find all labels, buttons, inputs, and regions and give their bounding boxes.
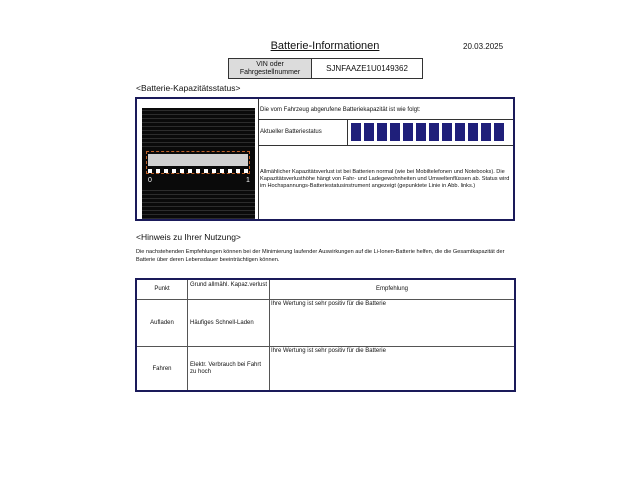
gauge-stripe (142, 190, 255, 191)
gauge-stripe (142, 198, 255, 199)
vin-box (228, 58, 423, 79)
divider (258, 119, 513, 120)
capacity-intro: Die vom Fahrzeug abgerufene Batteriekapazität ist wie folgt: (260, 107, 421, 113)
battery-segment (455, 123, 465, 141)
table-cell-grund: Elektr. Verbrauch bei Fahrt zu hoch (190, 362, 262, 375)
gauge-ticks (148, 169, 248, 173)
battery-segment (377, 123, 387, 141)
battery-segment (442, 123, 452, 141)
table-row-divider (137, 299, 514, 300)
capacity-heading: <Batterie-Kapazitätsstatus> (136, 83, 241, 93)
battery-segment (429, 123, 439, 141)
table-cell-punkt: Aufladen (150, 320, 174, 326)
gauge-stripe (142, 126, 255, 127)
gauge-stripe (142, 114, 255, 115)
gauge-stripe (142, 118, 255, 119)
battery-gauge-image (142, 108, 255, 219)
table-header-punkt: Punkt (154, 286, 170, 292)
gauge-stripe (142, 214, 255, 215)
battery-segment (390, 123, 400, 141)
battery-segment (481, 123, 491, 141)
report-date: 20.03.2025 (463, 42, 504, 51)
vin-value: SJNFAAZE1U0149362 (326, 64, 408, 73)
table-header-grund: Grund allmähl. Kapaz.verlust (189, 282, 268, 288)
gauge-stripe (142, 142, 255, 143)
hint-text: Die nachstehenden Empfehlungen können bei der Minimierung laufender Auswirkungen auf die Li-Ionen-Batterie helfen, die die Gesamtkapazität der Batterie über deren Lebensdauer beeinträchtigen können. (136, 249, 505, 263)
table-col-divider (269, 280, 270, 390)
divider (258, 145, 513, 146)
vin-label-text: VIN oder Fahrgestellnummer (239, 60, 301, 76)
gauge-scale-min: 0 (148, 177, 152, 184)
table-cell-empfehlung: Ihre Wertung ist sehr positiv für die Batterie (271, 301, 386, 307)
table-cell-grund: Häufiges Schnell-Laden (190, 320, 254, 326)
battery-segment (403, 123, 413, 141)
table-cell-empfehlung: Ihre Wertung ist sehr positiv für die Batterie (271, 348, 386, 354)
capacity-panel (135, 97, 515, 221)
gauge-stripe (142, 146, 255, 147)
gauge-stripe (142, 194, 255, 195)
panel-divider (258, 99, 259, 219)
table-cell-punkt: Fahren (152, 366, 172, 372)
gauge-stripe (142, 130, 255, 131)
recommendation-table (135, 278, 516, 392)
battery-segment (416, 123, 426, 141)
gauge-bar (148, 154, 248, 166)
gauge-stripe (142, 202, 255, 203)
battery-status-segments (351, 123, 504, 141)
table-row-divider (137, 346, 514, 347)
gauge-stripe (142, 134, 255, 135)
table-col-divider (187, 280, 188, 390)
divider (347, 119, 348, 145)
gauge-stripe (142, 110, 255, 111)
gauge-stripe (142, 122, 255, 123)
table-header-empfehlung: Empfehlung (375, 286, 409, 292)
battery-segment (468, 123, 478, 141)
gauge-scale-max: 1 (246, 177, 250, 184)
battery-segment (494, 123, 504, 141)
battery-segment (351, 123, 361, 141)
page-title: Batterie-Informationen (270, 40, 380, 52)
hint-heading: <Hinweis zu Ihrer Nutzung> (136, 232, 241, 242)
gauge-stripe (142, 206, 255, 207)
battery-segment (364, 123, 374, 141)
gauge-stripe (142, 218, 255, 219)
vin-label (229, 59, 312, 78)
gauge-stripe (142, 210, 255, 211)
capacity-description: Allmählicher Kapazitätsverlust ist bei Batterien normal (wie bei Mobiltelefonen und Notebooks). Die Kapazitätsverlusthöhe hängt von Fahr- und Ladegewohnheiten und Umweltenflüssen ab. Status wird im Hochspannungs-Batteriestatusinstrument angezeigt (gepunktete Linie in Abb. links.) (260, 169, 510, 189)
status-label: Aktueller Batteriestatus (260, 129, 322, 135)
gauge-stripe (142, 138, 255, 139)
